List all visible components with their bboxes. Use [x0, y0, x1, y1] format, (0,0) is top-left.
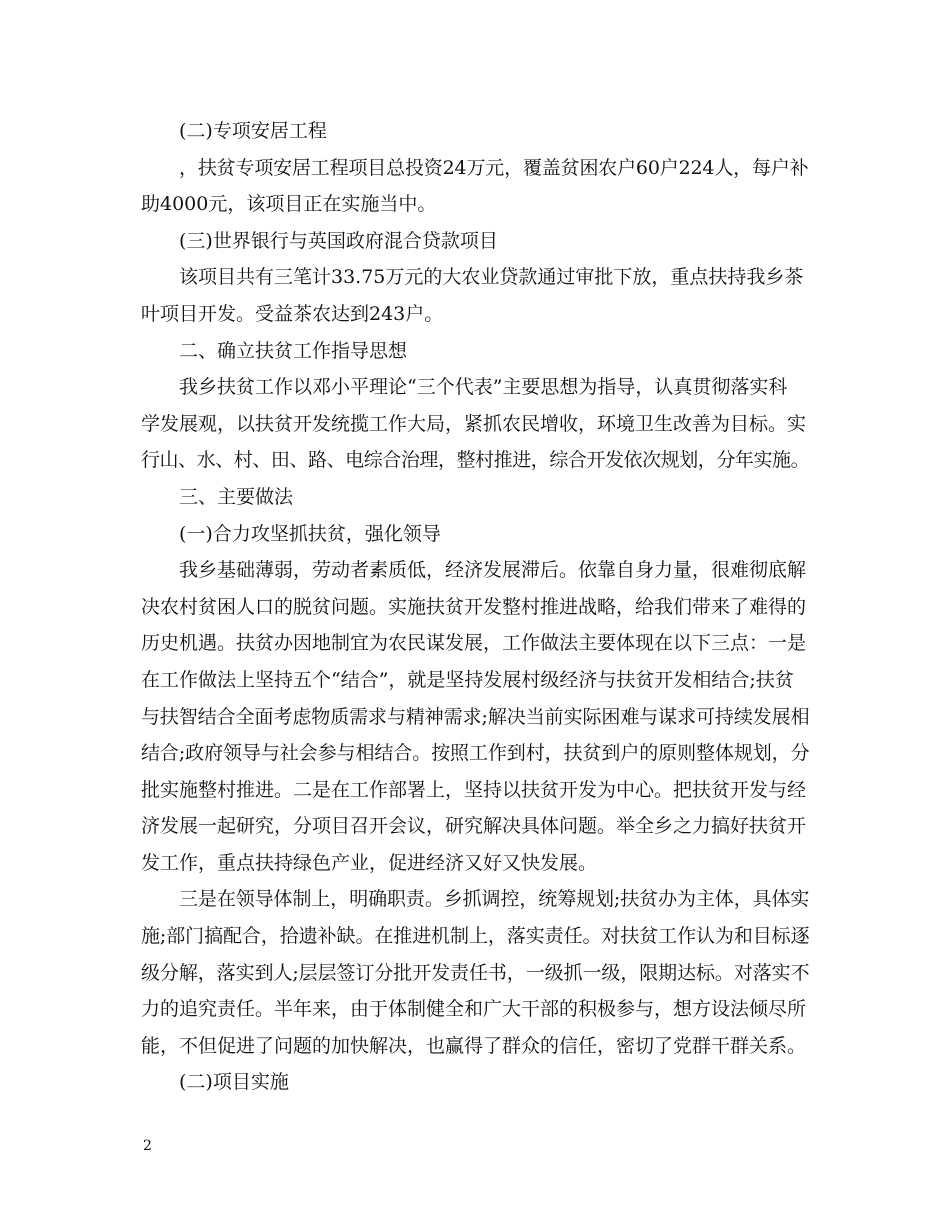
text-line: (二)专项安居工程 — [179, 120, 327, 142]
text-line: 历史机遇。扶贫办因地制宜为农民谋发展，工作做法主要体现在以下三点：一是 — [141, 632, 807, 655]
text-line: 助4000元，该项目正在实施当中。 — [141, 193, 437, 216]
text-line: 发工作，重点扶持绿色产业，促进经济又好又快发展。 — [141, 851, 598, 874]
text-line: 三是在领导体制上，明确职责。乡抓调控，统筹规划;扶贫办为主体，具体实 — [179, 888, 810, 911]
text-line: (二)项目实施 — [179, 1071, 289, 1094]
text-line: 二、确立扶贫工作指导思想 — [179, 339, 408, 362]
text-line: 级分解，落实到人;层层签订分批开发责任书，一级抓一级，限期达标。对落实不 — [141, 961, 810, 984]
text-line: 学发展观，以扶贫开发统揽工作大局，紧抓农民增收，环境卫生改善为目标。实 — [141, 412, 807, 435]
text-line: 能，不但促进了问题的加快解决，也赢得了群众的信任，密切了党群干群关系。 — [141, 1034, 807, 1057]
text-line: 施;部门搞配合，拾遗补缺。在推进机制上，落实责任。对扶贫工作认为和目标逐 — [141, 925, 810, 948]
text-line: 行山、水、村、田、路、电综合治理，整村推进，综合开发依次规划，分年实施。 — [141, 449, 810, 472]
text-line: 决农村贫困人口的脱贫问题。实施扶贫开发整村推进战略，给我们带来了难得的 — [141, 595, 807, 618]
text-line: 我乡基础薄弱，劳动者素质低，经济发展滞后。依靠自身力量，很难彻底解 — [179, 559, 807, 582]
text-line: 济发展一起研究，分项目召开会议，研究解决具体问题。举全乡之力搞好扶贫开 — [141, 815, 807, 838]
text-line: (三)世界银行与英国政府混合贷款项目 — [179, 229, 498, 252]
text-line: 叶项目开发。受益茶农达到243户。 — [141, 302, 444, 325]
text-line: 与扶智结合全面考虑物质需求与精神需求;解决当前实际困难与谋求可持续发展相 — [141, 705, 810, 728]
text-line: 在工作做法上坚持五个“结合”，就是坚持发展村级经济与扶贫开发相结合;扶贫 — [141, 668, 794, 691]
text-line: (一)合力攻坚抓扶贫，强化领导 — [179, 522, 441, 545]
text-line: 批实施整村推进。二是在工作部署上，坚持以扶贫开发为中心。把扶贫开发与经 — [141, 778, 807, 801]
text-line: 三、主要做法 — [179, 485, 294, 508]
text-line: 力的追究责任。半年来，由于体制健全和广大干部的积极参与，想方设法倾尽所 — [141, 998, 807, 1021]
text-line: 我乡扶贫工作以邓小平理论“三个代表”主要思想为指导，认真贯彻落实科 — [179, 376, 788, 399]
text-line: 该项目共有三笔计33.75万元的大农业贷款通过审批下放，重点扶持我乡茶 — [179, 266, 804, 289]
text-line: 结合;政府领导与社会参与相结合。按照工作到村，扶贫到户的原则整体规划，分 — [141, 742, 810, 765]
document-body — [141, 113, 809, 1101]
page-number: 2 — [143, 1138, 152, 1154]
text-line: ，扶贫专项安居工程项目总投资24万元，覆盖贫困农户60户224人，每户补 — [179, 156, 809, 179]
